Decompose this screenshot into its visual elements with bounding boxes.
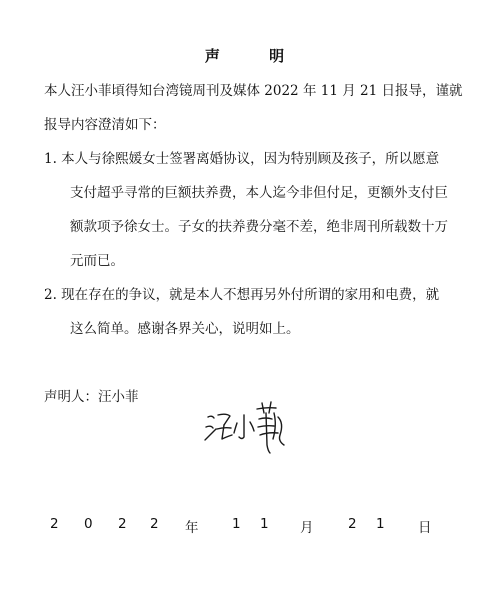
date-char: 年 [185,520,199,536]
date-char: 1 [232,516,241,532]
date-char: 1 [260,516,269,532]
date-char: 2 [150,516,159,532]
date-char: 日 [418,520,432,536]
document-title: 声 明 [204,47,307,65]
date-char: 2 [50,516,59,532]
body-line-8: 这么简单。感谢各界关心，说明如上。 [70,321,300,337]
date-char: 0 [84,516,93,532]
date-char: 2 [348,516,357,532]
date-char: 1 [376,516,385,532]
date-char: 月 [300,520,314,536]
declarer-label: 声明人：汪小菲 [44,389,139,405]
body-line-7: 2. 现在存在的争议，就是本人不想再另外付所谓的家用和电费，就 [44,287,440,303]
body-line-2: 报导内容澄清如下： [44,117,166,133]
body-line-4: 支付超乎寻常的巨额扶养费，本人迄今非但付足，更额外支付巨 [70,185,448,201]
body-line-1: 本人汪小菲頃得知台湾镜周刊及媒体 2022 年 11 月 21 日报导，谨就 [44,83,463,99]
handwritten-signature [200,395,295,455]
date-char: 2 [118,516,127,532]
body-line-6: 元而已。 [70,253,124,269]
body-line-3: 1. 本人与徐熙媛女士签署离婚协议，因为特别顾及孩子，所以愿意 [44,151,440,167]
body-line-5: 额款项予徐女士。子女的扶养费分毫不差，绝非周刊所载数十万 [70,219,448,235]
